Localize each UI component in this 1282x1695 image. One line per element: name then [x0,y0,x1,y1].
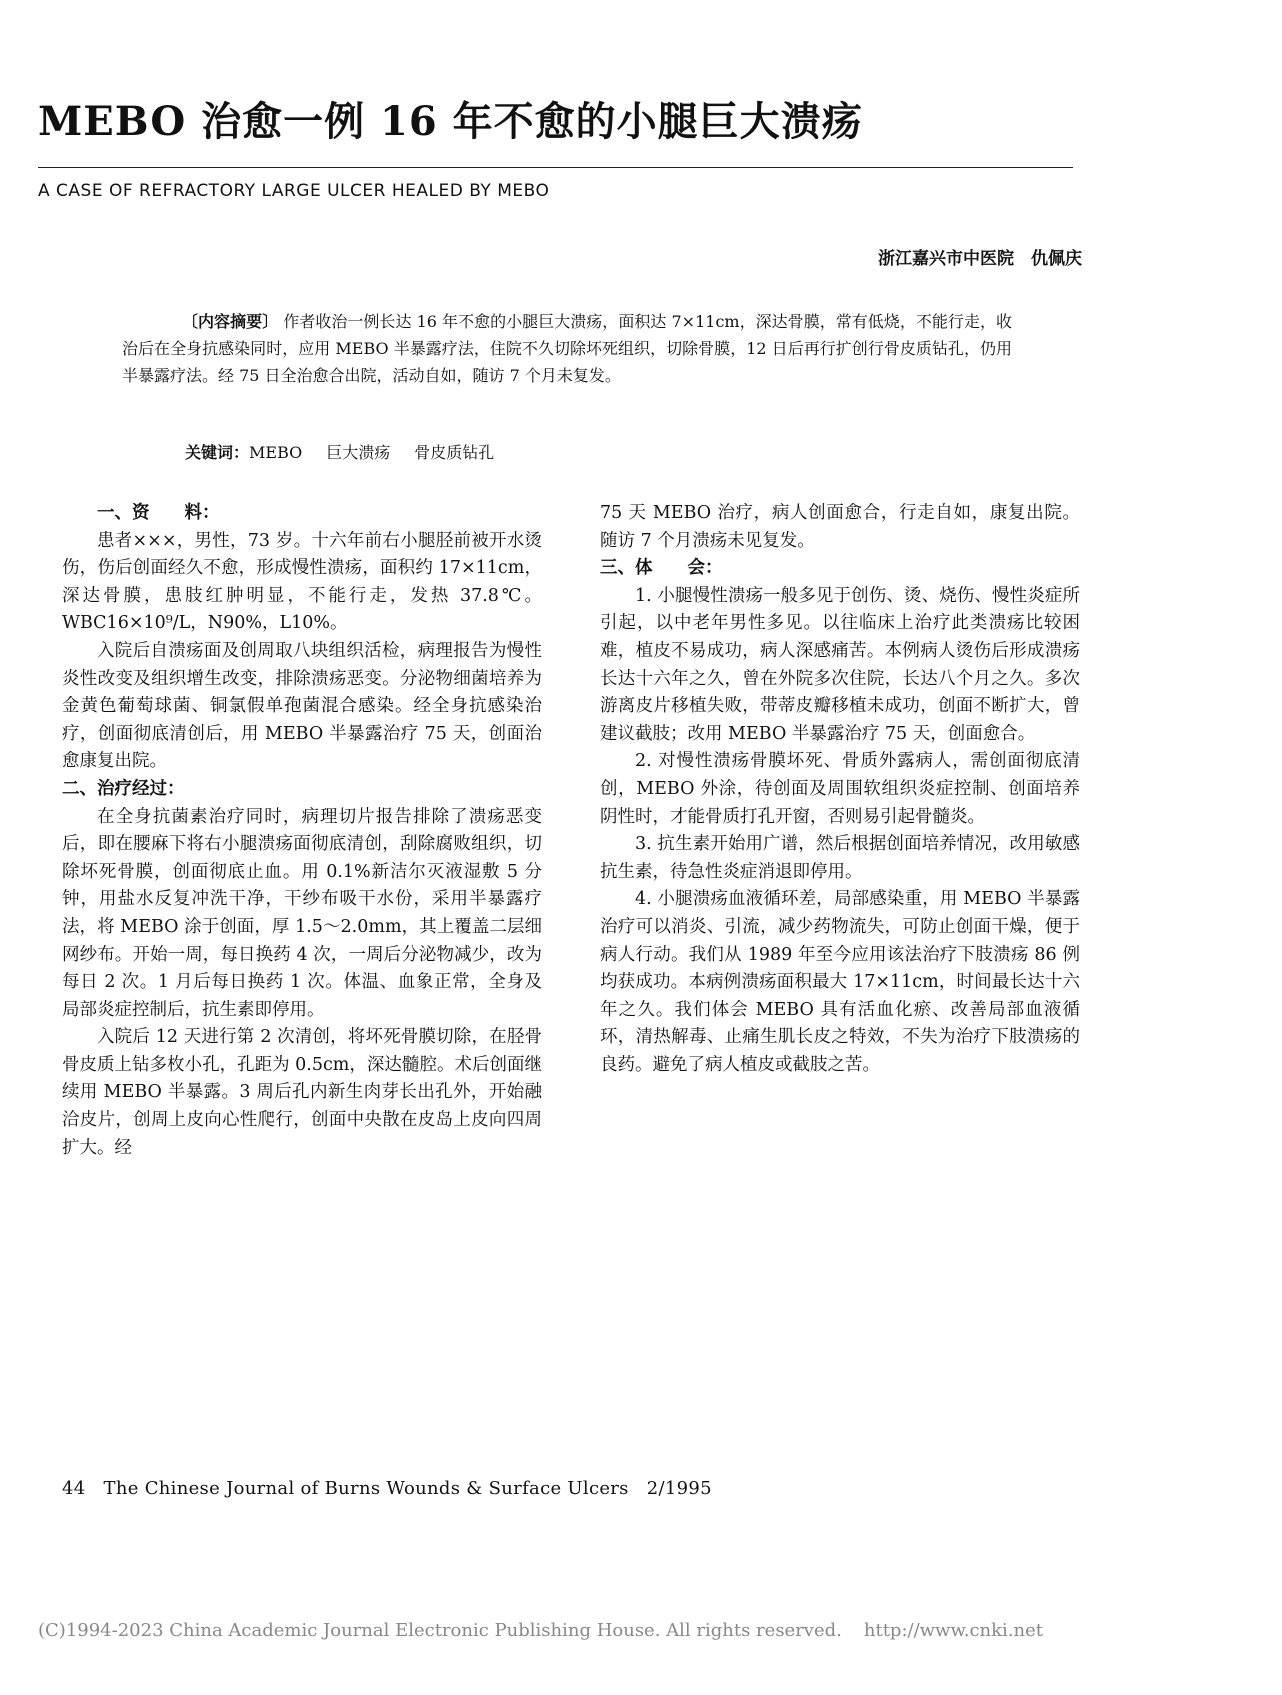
section-heading-materials: 一、资 料： [97,503,220,523]
right-column [600,500,1080,1079]
keyword-item: MEBO [249,443,303,462]
author-affiliation: 浙江嘉兴市中医院 仇佩庆 [878,249,1082,269]
paragraph: 4. 小腿溃疡血液循环差，局部感染重，用 MEBO 半暴露治疗可以消炎、引流，减少药物流失，可防止创面干燥，便于病人行动。我们从 1989 年至今应用该法治疗下肢溃疡 86 例均获成功。本病例溃疡面积最大 17×11cm，时间最长达十六年之久。我们体会 MEBO 具有活血化瘀、改善局部血液循环，清热解毒、止痛生肌长皮之特效，不失为治疗下肢溃疡的良药。避免了病人植皮或截肢之苦。 [600,889,1080,1075]
paragraph: 3. 抗生素开始用广谱，然后根据创面培养情况，改用敏感抗生素，待急性炎症消退即停用。 [600,834,1080,882]
keywords-label: 关键词： [185,443,250,462]
keyword-item: 骨皮质钻孔 [414,443,495,462]
journal-issue: 2/1995 [646,1478,712,1499]
page-footer [62,1478,730,1499]
title-divider [38,167,1073,168]
copyright-notice [38,1620,1065,1641]
left-column [62,500,542,1162]
abstract-label: 〔内容摘要〕 [182,312,279,331]
section-heading-discussion: 三、体 会： [600,558,723,579]
article-title: MEBO 治愈一例 16 年不愈的小腿巨大溃疡 [38,98,863,145]
copyright-text: (C)1994-2023 China Academic Journal Electronic Publishing House. All rights reserved. [38,1620,842,1641]
paragraph: 入院后 12 天进行第 2 次清创，将坏死骨膜切除，在胫骨骨皮质上钻多枚小孔，孔距为 0.5cm，深达髓腔。术后创面继续用 MEBO 半暴露。3 周后孔内新生肉芽长出孔外，开始融洽皮片，创周上皮向心性爬行，创面中央散在皮岛上皮向四周扩大。经 [62,1027,542,1158]
paragraph: 入院后自溃疡面及创周取八块组织活检，病理报告为慢性炎性改变及组织增生改变，排除溃疡恶变。分泌物细菌培养为金黄色葡萄球菌、铜氯假单孢菌混合感染。经全身抗感染治疗，创面彻底清创后，用 MEBO 半暴露治疗 75 天，创面治愈康复出院。 [62,640,542,772]
cnki-url: http://www.cnki.net [863,1620,1043,1641]
journal-name: The Chinese Journal of Burns Wounds & Surface Ulcers [103,1478,629,1499]
english-title: A CASE OF REFRACTORY LARGE ULCER HEALED BY MEBO [38,181,550,201]
paragraph-continued: 75 天 MEBO 治疗，病人创面愈合，行走自如，康复出院。随访 7 个月溃疡未见复发。 [600,503,1080,551]
paragraph: 1. 小腿慢性溃疡一般多见于创伤、烫、烧伤、慢性炎症所引起，以中老年男性多见。以往临床上治疗此类溃疡比较困难，植皮不易成功，病人深感痛苦。本例病人烫伤后形成溃疡长达十六年之久，曾在外院多次住院，长达八个月之久。多次游离皮片移植失败，带蒂皮瓣移植未成功，创面不断扩大，曾建议截肢；改用 MEBO 半暴露治疗 75 天，创面愈合。 [600,585,1080,744]
paragraph: 在全身抗菌素治疗同时，病理切片报告排除了溃疡恶变后，即在腰麻下将右小腿溃疡面彻底清创，刮除腐败组织，切除坏死骨膜，创面彻底止血。用 0.1%新洁尔灭液湿敷 5 分钟，用盐水反复冲洗干净，干纱布吸干水份，采用半暴露疗法，将 MEBO 涂于创面，厚 1.5～2.0mm，其上覆盖二层细网纱布。开始一周，每日换药 4 次，一周后分泌物减少，改为每日 2 次。1 月后每日换药 1 次。体温、血象正常，全身及局部炎症控制后，抗生素即停用。 [62,806,542,1020]
keyword-item: 巨大溃疡 [326,443,391,462]
keywords [185,440,518,463]
page-number: 44 [62,1478,86,1499]
paragraph: 2. 对慢性溃疡骨膜坏死、骨质外露病人，需创面彻底清创，MEBO 外涂，待创面及周围软组织炎症控制、创面培养阴性时，才能骨质打孔开窗，否则易引起骨髓炎。 [600,751,1080,827]
abstract [122,308,1012,389]
section-heading-treatment: 二、治疗经过： [62,778,185,799]
paragraph: 患者×××，男性，73 岁。十六年前右小腿胫前被开水烫伤，伤后创面经久不愈，形成慢性溃疡，面积约 17×11cm，深达骨膜，患肢红肿明显，不能行走，发热 37.8℃。WBC16×10⁹/L，N90%，L10%。 [62,530,542,634]
abstract-text: 作者收治一例长达 16 年不愈的小腿巨大溃疡，面积达 7×11cm，深达骨膜，常有低烧，不能行走，收治后在全身抗感染同时，应用 MEBO 半暴露疗法，住院不久切除坏死组织，切除骨膜，12 日后再行扩创行骨皮质钻孔，仍用半暴露疗法。经 75 日全治愈合出院，活动自如，随访 7 个月未复发。 [122,312,1012,385]
